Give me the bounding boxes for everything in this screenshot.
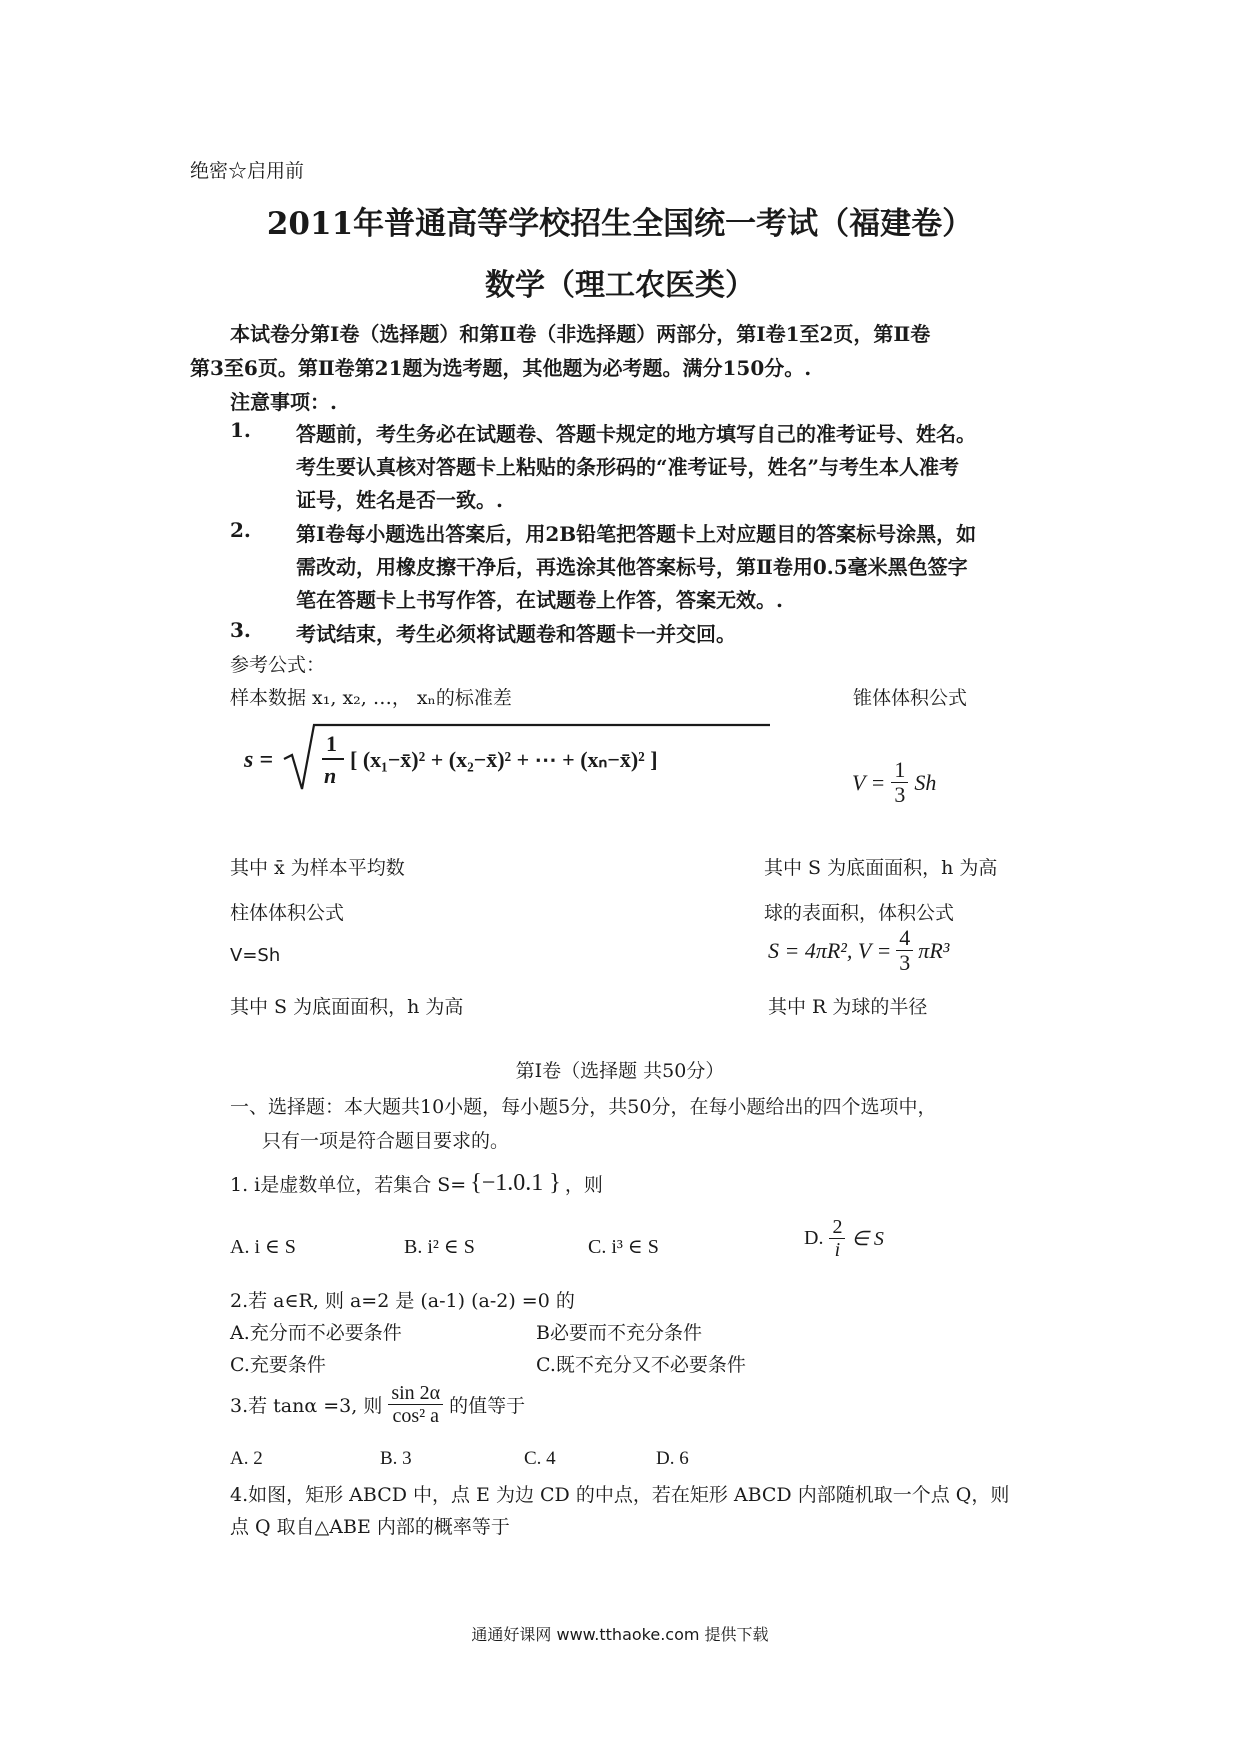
fraction [388,1382,443,1427]
q2-option-d: C.既不充分又不必要条件 [536,1354,746,1376]
prism-volume-label: 柱体体积公式 [230,902,345,924]
q3-tail: 的值等于 [449,1395,526,1417]
q1-d-label: D. [804,1227,824,1249]
q1-option-c: C. i³ ∈ S [588,1236,659,1258]
prism-volume-formula: V=Sh [230,945,281,966]
note-line: 考生要认真核对答题卡上粘贴的条形码的“准考证号，姓名”与考生本人准考 [296,455,960,479]
intro-line-1: 本试卷分第Ⅰ卷（选择题）和第Ⅱ卷（非选择题）两部分，第Ⅰ卷1至2页，第Ⅱ卷 [230,322,931,346]
sphere-label: 球的表面积，体积公式 [764,902,955,924]
q1-option-d [804,1216,884,1261]
q2-option-a: A.充分而不必要条件 [230,1322,402,1344]
notes-heading: 注意事项：. [230,390,337,414]
q3-stem: 3.若 tanα =3, 则 [230,1395,383,1417]
note-line: 需改动，用橡皮擦干净后，再选涂其他答案标号，第Ⅱ卷用0.5毫米黑色签字 [296,555,968,579]
fraction-denominator: 3 [899,950,911,976]
section-instruction-1: 一、选择题：本大题共10小题，每小题5分，共50分，在每小题给出的四个选项中， [230,1096,937,1118]
q1-stem: 1. i是虚数单位，若集合 S= [230,1174,467,1196]
formulas-heading: 参考公式： [230,654,326,676]
svg-text:1: 1 [326,731,337,756]
fraction-denominator: i [834,1239,841,1261]
q3-option-b: B. 3 [380,1448,412,1469]
svg-text:[ (x₁−x̄)² + (x₂−x̄)² + ⋯ + (x: [ (x₁−x̄)² + (x₂−x̄)² + ⋯ + (xₙ−x̄)² ] [350,747,658,772]
q1-d-tail: ∈ S [851,1228,884,1250]
question-1-stem [230,1170,603,1197]
section-instruction-2: 只有一项是符合题目要求的。 [262,1130,510,1152]
section-title: 第Ⅰ卷（选择题 共50分） [515,1060,725,1082]
fraction [896,926,913,975]
sphere-tail: πR³ [918,937,950,963]
sphere-formula [768,926,949,975]
cone-tail: Sh [914,769,937,795]
note-line: 证号，姓名是否一致。. [296,488,503,512]
note-number: 2. [230,518,251,542]
q3-option-c: C. 4 [524,1448,556,1469]
cone-note: 其中 S 为底面面积，h 为高 [764,857,998,879]
prism-note: 其中 S 为底面面积，h 为高 [230,996,464,1018]
fraction-numerator: 4 [896,926,913,951]
fraction-denominator: 3 [894,782,906,808]
note-line: 第Ⅰ卷每小题选出答案后，用2B铅笔把答题卡上对应题目的答案标号涂黑，如 [296,522,977,546]
q1-option-a: A. i ∈ S [230,1236,296,1258]
note-number: 3. [230,618,251,642]
note-line: 考试结束，考生必须将试题卷和答题卡一并交回。 [296,622,736,646]
q3-option-d: D. 6 [656,1448,689,1469]
fraction-denominator: cos² a [392,1405,440,1427]
note-line: 答题前，考生务必在试题卷、答题卡规定的地方填写自己的准考证号、姓名。 [296,422,976,446]
note-number: 1. [230,418,251,442]
svg-text:n: n [324,763,337,788]
q1-option-b: B. i² ∈ S [404,1236,475,1258]
question-2-stem: 2.若 a∈R, 则 a=2 是 (a-1) (a-2) =0 的 [230,1290,575,1312]
cone-volume-label: 锥体体积公式 [853,687,968,709]
question-3-stem [230,1382,525,1427]
fraction-numerator: 1 [891,758,908,783]
question-4-line-1: 4.如图，矩形 ABCD 中，点 E 为边 CD 的中点，若在矩形 ABCD 内部随机取一个点 Q，则 [230,1484,1010,1506]
std-dev-formula [240,715,780,795]
note-line: 笔在答题卡上书写作答，在试题卷上作答，答案无效。. [296,588,783,612]
sphere-left: S = 4πR², V = [768,937,892,963]
std-dev-label: 样本数据 x₁, x₂, …， xₙ的标准差 [230,687,512,709]
question-4-line-2: 点 Q 取自△ABE 内部的概率等于 [230,1516,510,1538]
exam-subtitle: 数学（理工农医类） [485,268,755,303]
fraction [891,758,908,807]
intro-line-2: 第3至6页。第Ⅱ卷第21题为选考题，其他题为必考题。满分150分。. [190,356,812,380]
fraction-numerator: 2 [829,1216,845,1239]
confidential-mark: 绝密☆启用前 [190,160,305,182]
mean-note: 其中 x̄ 为样本平均数 [230,857,405,879]
sphere-note: 其中 R 为球的半径 [768,996,928,1018]
q3-option-a: A. 2 [230,1448,263,1469]
q2-option-c: C.充要条件 [230,1354,326,1376]
q2-option-b: B必要而不充分条件 [536,1322,702,1344]
q1-set: {−1.0.1 } [470,1170,561,1196]
q1-tail: ，则 [564,1174,603,1196]
fraction-numerator: sin 2α [388,1382,443,1405]
cone-volume-formula [852,758,936,807]
exam-title: 2011年普通高等学校招生全国统一考试（福建卷） [266,206,974,242]
std-dev-formula-graphic [240,715,780,795]
cone-v: V = [852,769,886,795]
fraction [829,1216,845,1261]
svg-text:s =: s = [244,747,274,773]
page-footer: 通通好课网 www.tthaoke.com 提供下载 [471,1625,769,1644]
